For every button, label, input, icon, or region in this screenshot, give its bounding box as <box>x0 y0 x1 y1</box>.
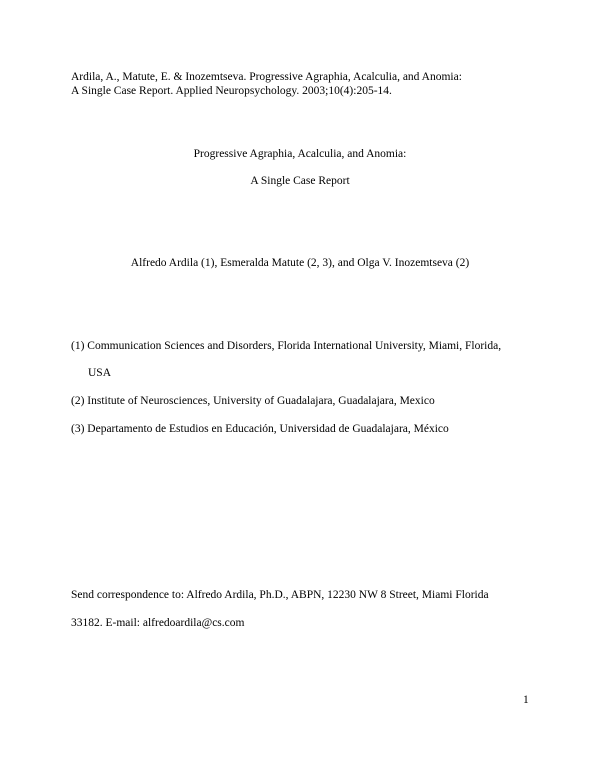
affiliation-2: (2) Institute of Neurosciences, University of Guadalajara, Guadalajara, Mexico <box>71 395 435 407</box>
correspondence-line-1: Send correspondence to: Alfredo Ardila, Ph.D., ABPN, 12230 NW 8 Street, Miami Florida <box>71 589 489 601</box>
citation-line-2: A Single Case Report. Applied Neuropsychology. 2003;10(4):205-14. <box>71 85 392 97</box>
paper-title-line-2: A Single Case Report <box>250 175 350 187</box>
affiliation-1-line-2: USA <box>88 367 112 379</box>
authors-line: Alfredo Ardila (1), Esmeralda Matute (2, 3), and Olga V. Inozemtseva (2) <box>130 257 470 269</box>
page-number: 1 <box>523 694 529 706</box>
affiliation-1-line-1: (1) Communication Sciences and Disorders, Florida International University, Miami, Florida, <box>71 340 502 352</box>
correspondence-line-2: 33182. E-mail: alfredoardila@cs.com <box>71 617 245 629</box>
affiliation-3: (3) Departamento de Estudios en Educación, Universidad de Guadalajara, México <box>71 423 449 435</box>
paper-title-line-1: Progressive Agraphia, Acalculia, and Anomia: <box>193 148 407 160</box>
citation-line-1: Ardila, A., Matute, E. & Inozemtseva. Progressive Agraphia, Acalculia, and Anomia: <box>71 71 462 83</box>
